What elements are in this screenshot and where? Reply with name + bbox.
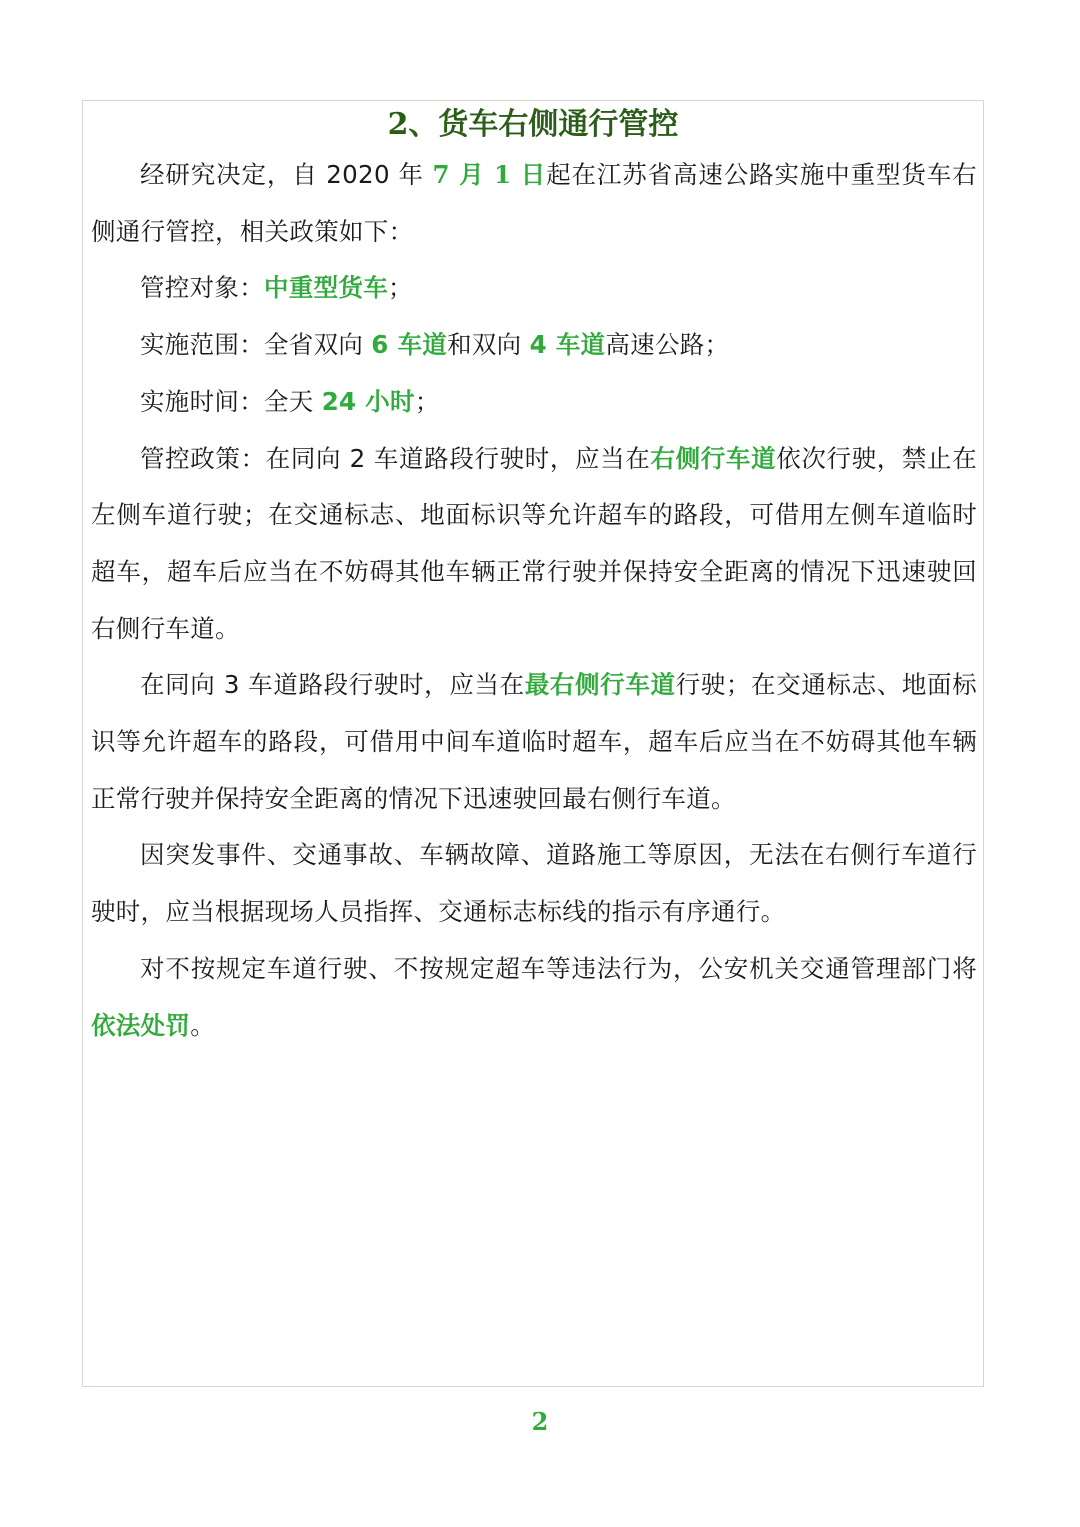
control-target-end: ； (388, 273, 413, 303)
scope-text-2: 高速公路； (605, 330, 730, 360)
control-target-value: 中重型货车 (264, 273, 388, 303)
time-value: 24 小时 (321, 386, 415, 416)
penalty-paragraph (91, 941, 977, 1054)
three-lane-rightmost: 最右侧行车道 (524, 670, 676, 700)
effective-date: 7 月 1 日 (432, 160, 547, 189)
intro-text-1: 经研究决定，自 2020 年 (140, 160, 433, 189)
policy-paragraph (91, 431, 977, 658)
three-lane-paragraph (91, 657, 977, 827)
policy-right-lane: 右侧行车道 (650, 443, 777, 473)
page-number: 2 (531, 1407, 549, 1436)
section-title: 2、货车右侧通行管控 (387, 107, 679, 142)
time-end: ； (414, 386, 440, 416)
penalty-text-1: 对不按规定车道行驶、不按规定超车等违法行为，公安机关交通管理部门将 (140, 953, 977, 983)
scope-text-1: 和双向 (447, 330, 530, 360)
penalty-highlight: 依法处罚 (91, 1010, 191, 1040)
scope-paragraph (91, 317, 977, 374)
control-target-label: 管控对象： (140, 273, 264, 303)
scope-six-lane: 6 车道 (371, 330, 448, 360)
penalty-text-2: 。 (190, 1010, 216, 1040)
time-paragraph (91, 374, 977, 431)
scope-four-lane: 4 车道 (529, 330, 606, 360)
time-label: 实施时间：全天 (140, 386, 322, 416)
three-lane-text-2: 行驶；在交通标志、地面标识等允许超车的路段，可借用中间车道临时超车，超车后应当在不妨碍其他车辆正常行驶并保持安全距离的情况下迅速驶回最右侧行车道。 (91, 670, 977, 813)
document-body (91, 147, 977, 1054)
scope-label: 实施范围：全省双向 (140, 330, 372, 360)
policy-text-1: 管控政策：在同向 2 车道路段行驶时，应当在 (140, 443, 651, 473)
exception-paragraph: 因突发事件、交通事故、车辆故障、道路施工等原因，无法在右侧行车道行驶时，应当根据现场人员指挥、交通标志标线的指示有序通行。 (91, 840, 977, 927)
three-lane-text-1: 在同向 3 车道路段行驶时，应当在 (140, 670, 525, 700)
policy-text-2: 依次行驶，禁止在左侧车道行驶；在交通标志、地面标识等允许超车的路段，可借用左侧车道临时超车，超车后应当在不妨碍其他车辆正常行驶并保持安全距离的情况下迅速驶回右侧行车道。 (91, 443, 978, 643)
intro-paragraph (91, 147, 977, 260)
control-target-paragraph (91, 260, 977, 317)
intro-text-2: 起在江苏省高速公路实施中重型货车右侧通行管控，相关政策如下： (91, 160, 977, 246)
